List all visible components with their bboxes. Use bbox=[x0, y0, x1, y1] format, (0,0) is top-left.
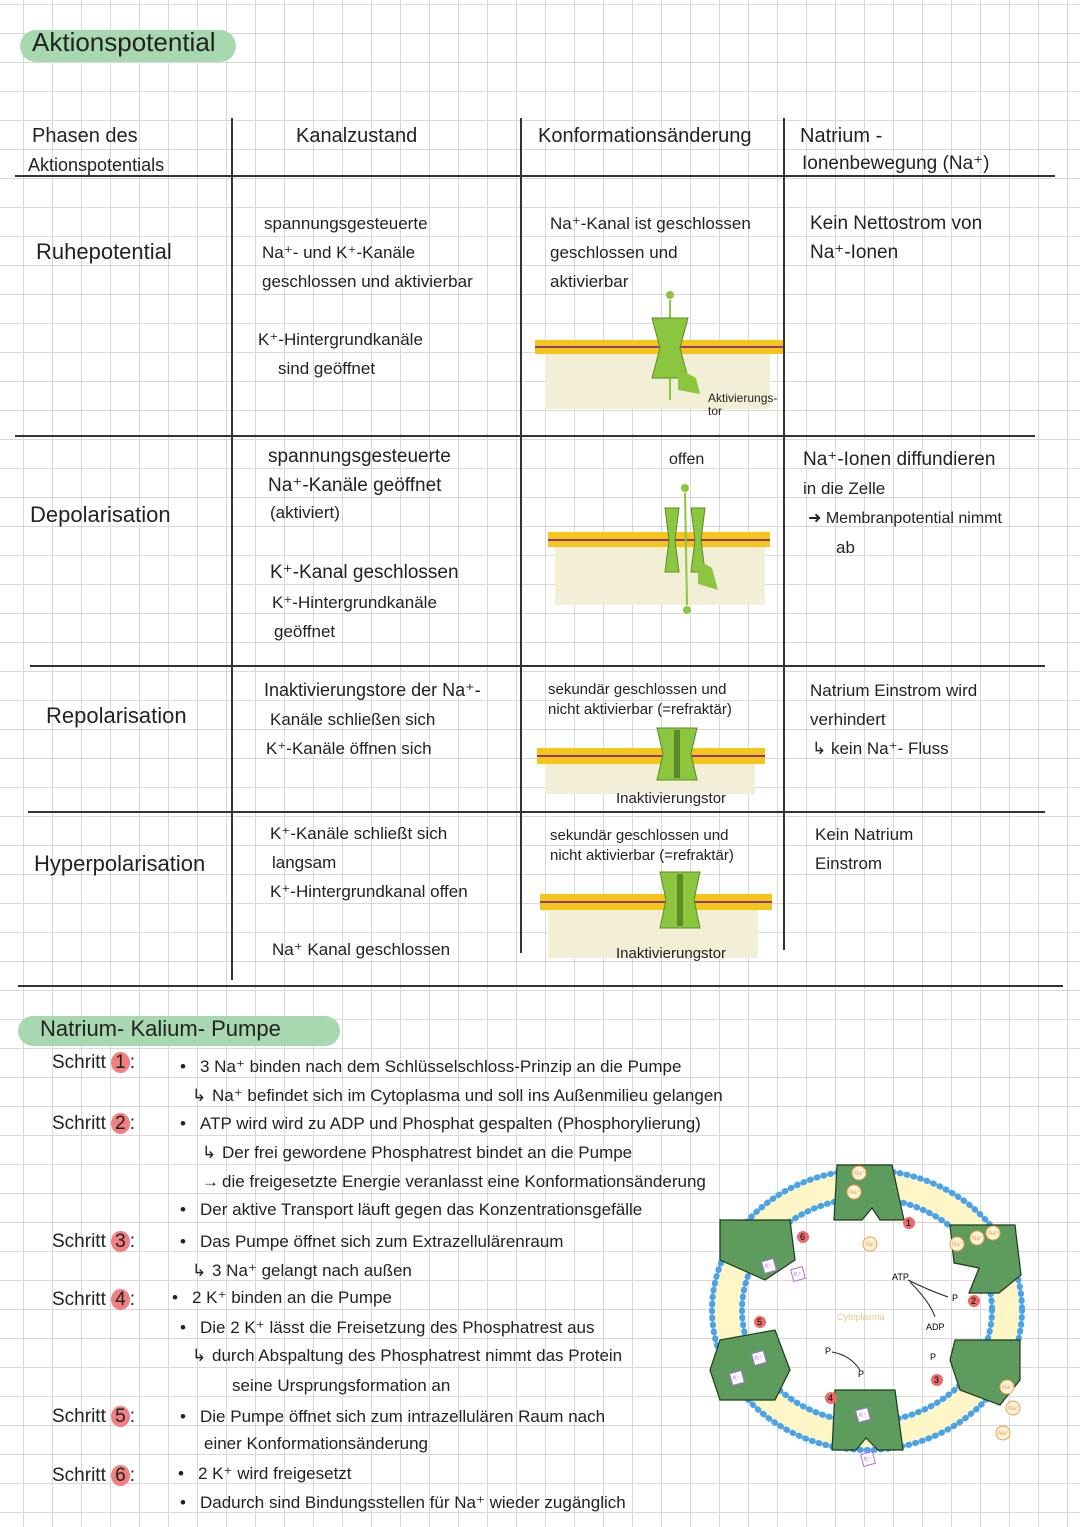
sodium-label: Na⁺ bbox=[988, 1231, 999, 1237]
step-label: Schritt 5 : bbox=[52, 1406, 135, 1427]
table-line bbox=[15, 435, 1035, 437]
step-label: Schritt 1 : bbox=[52, 1052, 135, 1073]
page-title: Aktionspotential bbox=[32, 27, 216, 57]
line-text: Die 2 K⁺ lässt die Freisetzung des Phosphatrest aus bbox=[200, 1318, 595, 1337]
kanal-text: K⁺-Hintergrundkanal offen bbox=[270, 882, 468, 901]
potassium-label: K⁺ bbox=[864, 1457, 872, 1463]
header-natrium: Natrium - bbox=[800, 125, 883, 147]
potassium-label: K⁺ bbox=[765, 1264, 773, 1270]
konf-text: Na⁺-Kanal ist geschlossen bbox=[550, 214, 751, 233]
step-num: 1 bbox=[906, 1218, 912, 1228]
pump-step-line bbox=[212, 1376, 450, 1396]
kanal-text: Inaktivierungstore der Na⁺- bbox=[264, 680, 481, 700]
line-text: Na⁺ befindet sich im Cytoplasma und soll ins Außenmilieu gelangen bbox=[212, 1086, 723, 1105]
pump-step-line bbox=[192, 1086, 723, 1106]
potassium-label: K⁺ bbox=[755, 1356, 763, 1362]
konf-text: aktivierbar bbox=[550, 272, 629, 291]
header-konformation: Konformationsänderung bbox=[538, 125, 752, 147]
pump-step-line bbox=[180, 1200, 642, 1220]
step-num: 5 bbox=[757, 1317, 763, 1327]
p-label: P bbox=[858, 1369, 865, 1379]
step-word: Schritt bbox=[52, 1289, 106, 1310]
konf-text: sekundär geschlossen und bbox=[550, 827, 729, 844]
phase-hyperpolarisation: Hyperpolarisation bbox=[34, 851, 206, 876]
bullet-marker: • bbox=[180, 1318, 186, 1337]
step-word: Schritt bbox=[52, 1113, 106, 1134]
bullet-marker: • bbox=[180, 1407, 186, 1426]
natrium-text: verhindert bbox=[810, 710, 886, 729]
step-number: 1 bbox=[111, 1052, 130, 1073]
potassium-label: K⁺ bbox=[733, 1376, 741, 1382]
table-line bbox=[15, 175, 1055, 177]
line-text: seine Ursprungsformation an bbox=[232, 1376, 451, 1395]
line-text: Der frei gewordene Phosphatrest bindet an die Pumpe bbox=[222, 1143, 633, 1162]
natrium-text: ➜ Membranpotential nimmt bbox=[808, 510, 1002, 527]
kanal-text: K⁺-Hintergrundkanäle bbox=[272, 593, 437, 612]
bullet-marker: → bbox=[202, 1172, 219, 1191]
kanal-text: (aktiviert) bbox=[270, 503, 340, 522]
step-number: 6 bbox=[111, 1465, 130, 1486]
line-text: durch Abspaltung des Phosphatrest nimmt das Protein bbox=[212, 1346, 623, 1365]
pump-step-line bbox=[202, 1172, 706, 1192]
bullet-marker: ↳ bbox=[202, 1143, 217, 1162]
pump-step-line bbox=[180, 1407, 605, 1427]
table-line bbox=[783, 118, 785, 950]
kanal-text: langsam bbox=[272, 853, 337, 872]
line-text: Die Pumpe öffnet sich zum intrazellulären Raum nach bbox=[200, 1407, 606, 1426]
bullet-marker: ↳ bbox=[192, 1086, 207, 1105]
pump-step-line bbox=[192, 1261, 412, 1281]
kanal-text: Na⁺- und K⁺-Kanäle bbox=[262, 243, 416, 262]
line-text: 2 K⁺ wird freigesetzt bbox=[198, 1464, 352, 1483]
line-text: 2 K⁺ binden an die Pumpe bbox=[192, 1288, 392, 1307]
step-number: 3 bbox=[111, 1231, 130, 1252]
sodium-label: Na⁺ bbox=[854, 1171, 865, 1177]
kanal-text: Na⁺-Kanäle geöffnet bbox=[268, 475, 442, 496]
table-line bbox=[520, 118, 522, 953]
kanal-text: spannungsgesteuerte bbox=[264, 214, 428, 233]
pump-step-line bbox=[184, 1434, 428, 1454]
phase-ruhepotential: Ruhepotential bbox=[36, 239, 172, 264]
step-label: Schritt 3 : bbox=[52, 1231, 135, 1252]
natrium-text: in die Zelle bbox=[803, 479, 886, 498]
line-text: Das Pumpe öffnet sich zum Extrazellulärenraum bbox=[200, 1232, 564, 1251]
kanal-text: K⁺-Kanäle schließt sich bbox=[270, 824, 448, 843]
step-word: Schritt bbox=[52, 1231, 106, 1252]
konf-text: offen bbox=[669, 451, 705, 468]
kanal-text: K⁺-Kanäle öffnen sich bbox=[266, 739, 432, 758]
header-phasen: Phasen des bbox=[32, 125, 138, 147]
sodium-label: Na⁺ bbox=[1008, 1406, 1019, 1412]
natrium-text: Na⁺-Ionen diffundieren bbox=[803, 449, 996, 470]
pump-step-line bbox=[180, 1318, 595, 1338]
pump-step-line bbox=[178, 1464, 352, 1484]
pump-5 bbox=[710, 1330, 790, 1400]
table-line bbox=[30, 665, 1045, 667]
atp-label: ATP bbox=[892, 1272, 909, 1282]
natrium-text: Einstrom bbox=[815, 854, 883, 873]
pump-step-line bbox=[192, 1346, 622, 1366]
kanal-text: sind geöffnet bbox=[278, 359, 376, 378]
diagram-label: Inaktivierungstor bbox=[616, 790, 727, 807]
pump-step-line bbox=[180, 1057, 681, 1077]
line-text: Dadurch sind Bindungsstellen für Na⁺ wieder zugänglich bbox=[200, 1493, 626, 1512]
bullet-marker: • bbox=[178, 1464, 184, 1483]
pump-step-line bbox=[180, 1232, 563, 1252]
phase-depolarisation: Depolarisation bbox=[30, 502, 171, 527]
step-num: 4 bbox=[828, 1393, 834, 1403]
step-label: Schritt 4 : bbox=[52, 1289, 135, 1310]
cytoplasma-label: Cytoplasma bbox=[837, 1312, 885, 1322]
step-number: 5 bbox=[111, 1406, 130, 1427]
step-word: Schritt bbox=[52, 1052, 106, 1073]
step-word: Schritt bbox=[52, 1465, 106, 1486]
pump-step-line bbox=[202, 1143, 632, 1163]
phase-repolarisation: Repolarisation bbox=[46, 703, 187, 728]
sodium-label: Na⁺ bbox=[849, 1190, 860, 1196]
natrium-text: Natrium Einstrom wird bbox=[810, 681, 978, 700]
potassium-label: K⁺ bbox=[859, 1413, 867, 1419]
natrium-text: Na⁺-Ionen bbox=[810, 242, 899, 263]
pump-2 bbox=[950, 1225, 1021, 1293]
p-label: P bbox=[825, 1346, 832, 1356]
table-line bbox=[18, 985, 1063, 987]
step-num: 6 bbox=[800, 1232, 806, 1242]
line-text: 3 Na⁺ gelangt nach außen bbox=[212, 1261, 412, 1280]
line-text: einer Konformationsänderung bbox=[204, 1434, 428, 1453]
step-number: 2 bbox=[111, 1113, 130, 1134]
bullet-marker: • bbox=[180, 1057, 186, 1076]
bullet-marker: • bbox=[180, 1232, 186, 1251]
diagram-label: tor bbox=[708, 404, 723, 418]
pump-step-line bbox=[180, 1114, 701, 1134]
kanal-text: K⁺-Hintergrundkanäle bbox=[258, 330, 423, 349]
adp-label: ADP bbox=[926, 1322, 945, 1332]
sodium-label: Na⁺ bbox=[952, 1242, 963, 1248]
bullet-marker: ↳ bbox=[192, 1261, 207, 1280]
kanal-text: spannungsgesteuerte bbox=[268, 446, 451, 467]
konf-text: nicht aktivierbar (=refraktär) bbox=[550, 847, 734, 864]
bullet-marker: • bbox=[180, 1493, 186, 1512]
bullet-marker: • bbox=[180, 1114, 186, 1133]
table-line bbox=[231, 118, 233, 980]
bullet-marker: • bbox=[172, 1288, 178, 1307]
line-text: ATP wird wird zu ADP und Phosphat gespalten (Phosphorylierung) bbox=[200, 1114, 701, 1133]
natrium-text: ab bbox=[836, 538, 855, 557]
pump-step-line bbox=[172, 1288, 392, 1308]
kanal-text: Na⁺ Kanal geschlossen bbox=[272, 940, 451, 959]
sodium-label: Na⁺ bbox=[1002, 1385, 1013, 1391]
natrium-text: Kein Natrium bbox=[815, 825, 914, 844]
step-num: 2 bbox=[971, 1296, 977, 1306]
pump-step-line bbox=[180, 1493, 626, 1513]
line-text: 3 Na⁺ binden nach dem Schlüsselschloss-Prinzip an die Pumpe bbox=[200, 1057, 682, 1076]
table-line bbox=[28, 811, 1045, 813]
step-label: Schritt 6 : bbox=[52, 1465, 135, 1486]
step-number: 4 bbox=[111, 1289, 130, 1310]
konf-text: geschlossen und bbox=[550, 243, 678, 262]
p-label: P bbox=[952, 1293, 959, 1303]
potassium-label: K⁺ bbox=[794, 1272, 802, 1278]
line-text: Der aktive Transport läuft gegen das Konzentrationsgefälle bbox=[200, 1200, 643, 1219]
sodium-label: Na⁺ bbox=[972, 1236, 983, 1242]
kanal-text: geschlossen und aktivierbar bbox=[262, 272, 473, 291]
bullet-marker: • bbox=[180, 1200, 186, 1219]
sodium-label: Na⁺ bbox=[998, 1431, 1009, 1437]
natrium-text: ↳ kein Na⁺- Fluss bbox=[812, 739, 949, 758]
kanal-text: Kanäle schließen sich bbox=[270, 710, 436, 729]
header-kanalzustand: Kanalzustand bbox=[296, 125, 418, 147]
step-num: 3 bbox=[934, 1375, 940, 1385]
step-word: Schritt bbox=[52, 1406, 106, 1427]
sodium-label: Na⁺ bbox=[865, 1242, 876, 1248]
pump-cycle-diagram bbox=[700, 1150, 1080, 1480]
header-phasen-2: Aktionspotentials bbox=[28, 155, 165, 175]
line-text: die freigesetzte Energie veranlasst eine Konformationsänderung bbox=[222, 1172, 706, 1191]
kanal-text: K⁺-Kanal geschlossen bbox=[270, 562, 459, 583]
p-label: P bbox=[930, 1352, 937, 1362]
pump-title: Natrium- Kalium- Pumpe bbox=[40, 1016, 281, 1041]
pump-1 bbox=[834, 1165, 904, 1220]
diagram-label: Aktivierungs- bbox=[708, 391, 778, 405]
konf-text: nicht aktivierbar (=refraktär) bbox=[548, 701, 732, 718]
konf-text: sekundär geschlossen und bbox=[548, 681, 727, 698]
kanal-text: geöffnet bbox=[274, 622, 336, 641]
header-natrium-2: Ionenbewegung (Na⁺) bbox=[802, 153, 990, 174]
natrium-text: Kein Nettostrom von bbox=[810, 213, 983, 234]
diagram-label: Inaktivierungstor bbox=[616, 945, 727, 962]
bullet-marker: ↳ bbox=[192, 1346, 207, 1365]
step-label: Schritt 2 : bbox=[52, 1113, 135, 1134]
